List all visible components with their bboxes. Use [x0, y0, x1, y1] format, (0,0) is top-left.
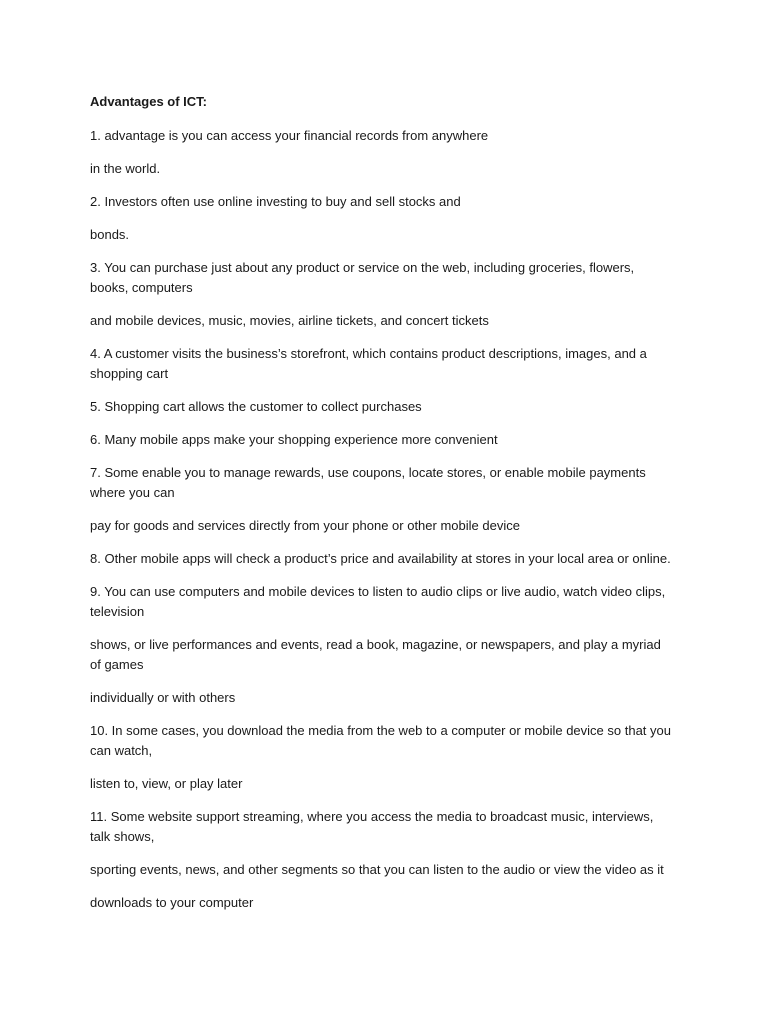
paragraph-3: 2. Investors often use online investing to buy and sell stocks and	[90, 194, 461, 209]
paragraph-11: pay for goods and services directly from your phone or other mobile device	[90, 518, 520, 533]
paragraph-10: 7. Some enable you to manage rewards, use coupons, locate stores, or enable mobile payments where you can	[90, 465, 646, 500]
paragraph-6: and mobile devices, music, movies, airline tickets, and concert tickets	[90, 313, 489, 328]
paragraph-18: 11. Some website support streaming, where you access the media to broadcast music, interviews, talk shows,	[90, 809, 654, 844]
document-title: Advantages of ICT:	[90, 94, 208, 109]
paragraph-13: 9. You can use computers and mobile devices to listen to audio clips or live audio, watch video clips, television	[90, 584, 666, 619]
paragraph-14: shows, or live performances and events, read a book, magazine, or newspapers, and play a myriad of games	[90, 637, 661, 672]
paragraph-15: individually or with others	[90, 690, 236, 705]
paragraph-19: sporting events, news, and other segments so that you can listen to the audio or view the video as it	[90, 862, 664, 877]
paragraph-7: 4. A customer visits the business’s storefront, which contains product descriptions, images, and a shopping cart	[90, 346, 647, 381]
paragraph-4: bonds.	[90, 227, 130, 242]
paragraph-20: downloads to your computer	[90, 895, 254, 910]
paragraph-5: 3. You can purchase just about any product or service on the web, including groceries, flowers, books, computers	[90, 260, 635, 295]
paragraph-9: 6. Many mobile apps make your shopping experience more convenient	[90, 432, 498, 447]
paragraph-2: in the world.	[90, 161, 161, 176]
paragraph-17: listen to, view, or play later	[90, 776, 243, 791]
paragraph-8: 5. Shopping cart allows the customer to collect purchases	[90, 399, 422, 414]
paragraph-1: 1. advantage is you can access your financial records from anywhere	[90, 128, 489, 143]
paragraph-12: 8. Other mobile apps will check a product’s price and availability at stores in your local area or online.	[90, 551, 671, 566]
paragraph-16: 10. In some cases, you download the media from the web to a computer or mobile device so that you can watch,	[90, 723, 671, 758]
